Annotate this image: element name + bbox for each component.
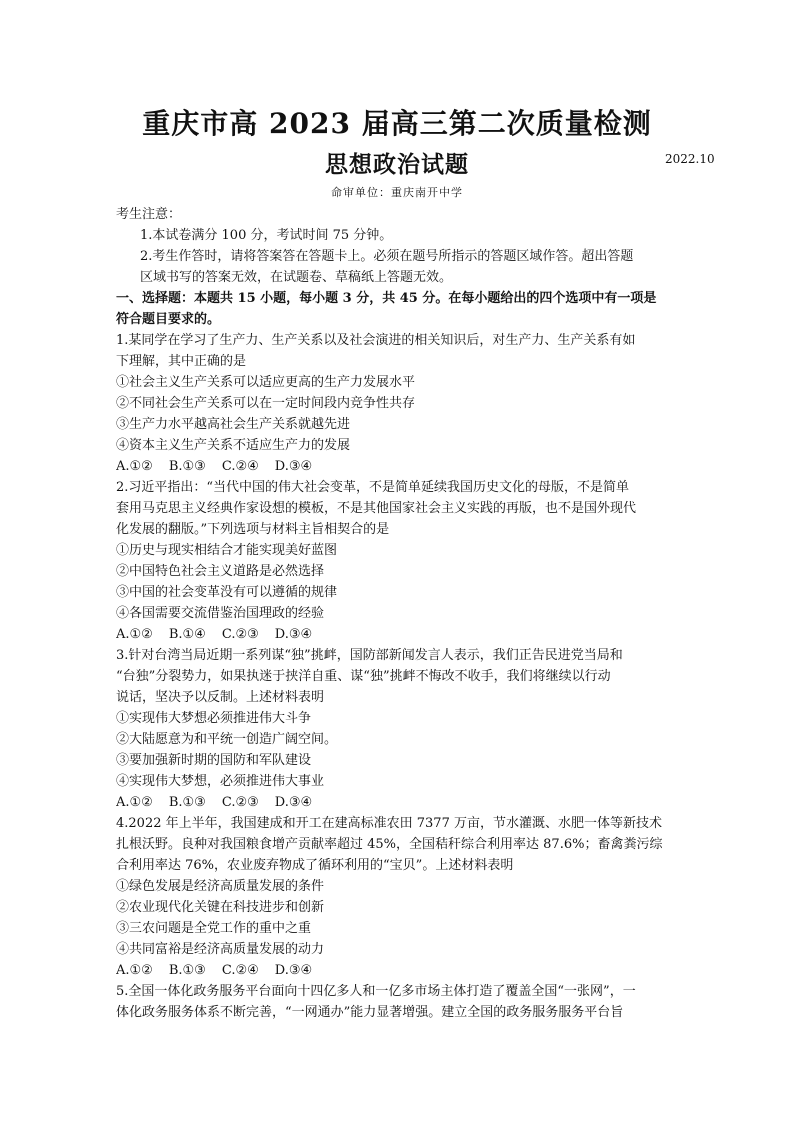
q4-choices [116, 960, 684, 981]
q1-option-1: ①社会主义生产关系可以适应更高的生产力发展水平 [116, 375, 416, 390]
q4-option-1: ①绿色发展是经济高质量发展的条件 [116, 879, 325, 894]
q3-choice-a: A.①② [116, 795, 153, 810]
q5-stem-line-2: 体化政务服务体系不断完善，“一网通办”能力显著增强。建立全国的政务服务服务平台旨 [116, 1005, 624, 1020]
q2-option-2: ②中国特色社会主义道路是必然选择 [116, 564, 325, 579]
q2-choice-c: C.②③ [221, 627, 259, 642]
q2-option-4: ④各国需要交流借鉴治国理政的经验 [116, 606, 325, 621]
q2-choice-b: B.①④ [168, 627, 206, 642]
q4-stem-line-1: 4.2022 年上半年，我国建成和开工在建高标准农田 7377 万亩，节水灌溉、水肥一体等新技术 [116, 816, 662, 831]
q2-stem-line-3: 化发展的翻版。”下列选项与材料主旨相契合的是 [116, 522, 390, 537]
q4-stem-line-2: 扎根沃野。良种对我国粮食增产贡献率超过 45%，全国秸秆综合利用率达 87.6%；畜禽粪污综 [116, 837, 663, 852]
q3-choice-d: D.③④ [274, 795, 313, 810]
q2-option-3: ③中国的社会变革没有可以遵循的规律 [116, 585, 338, 600]
q1-choice-d: D.③④ [274, 459, 313, 474]
q1-stem-line-2: 下理解，其中正确的是 [116, 354, 247, 369]
q2-choice-a: A.①② [116, 627, 153, 642]
q2-option-1: ①历史与现实相结合才能实现美好蓝图 [116, 543, 338, 558]
q3-choices [116, 792, 684, 813]
q3-stem-line-1: 3.针对台湾当局近期一系列谋“独”挑衅，国防部新闻发言人表示，我们正告民进党当局和 [116, 648, 623, 663]
q2-stem-line-2: 套用马克思主义经典作家设想的模板，不是其他国家社会主义实践的再版，也不是国外现代 [116, 501, 637, 516]
q2-stem-line-1: 2.习近平指出：“当代中国的伟大社会变革，不是简单延续我国历史文化的母版，不是简单 [116, 480, 630, 495]
exam-body [116, 204, 684, 1023]
q4-stem-line-3: 合利用率达 76%，农业废弃物成了循环利用的“宝贝”。上述材料表明 [116, 858, 514, 873]
page-title: 重庆市高 2023 届高三第二次质量检测 [142, 107, 652, 140]
q2-choices [116, 624, 684, 645]
q1-choice-b: B.①③ [168, 459, 206, 474]
notice-item-2-line-1: 2.考生作答时，请将答案答在答题卡上。必须在题号所指示的答题区域作答。超出答题 [140, 249, 634, 264]
q3-option-2: ②大陆愿意为和平统一创造广阔空间。 [116, 732, 338, 747]
q4-choice-d: D.③④ [274, 963, 313, 978]
q2-choice-d: D.③④ [274, 627, 313, 642]
q1-option-4: ④资本主义生产关系不适应生产力的发展 [116, 438, 351, 453]
notice-item-2-line-2: 区域书写的答案无效，在试题卷、草稿纸上答题无效。 [140, 270, 453, 285]
q1-option-3: ③生产力水平越高社会生产关系就越先进 [116, 417, 351, 432]
notice-heading: 考生注意： [116, 207, 182, 222]
q3-choice-b: B.①③ [168, 795, 206, 810]
q3-stem-line-2: “台独”分裂势力，如果执迷于挟洋自重、谋“独”挑衅不悔改不收手，我们将继续以行动 [116, 669, 611, 684]
q4-option-4: ④共同富裕是经济高质量发展的动力 [116, 942, 325, 957]
authoring-unit: 命审单位：重庆南开中学 [331, 186, 463, 199]
exam-date: 2022.10 [665, 152, 715, 166]
q4-option-3: ③三农问题是全党工作的重中之重 [116, 921, 312, 936]
section-heading-line-1: 一、选择题：本题共 15 小题，每小题 3 分，共 45 分。在每小题给出的四个选项中有一项是 [116, 291, 657, 306]
q1-option-2: ②不同社会生产关系可以在一定时间段内竞争性共存 [116, 396, 416, 411]
q4-option-2: ②农业现代化关键在科技进步和创新 [116, 900, 325, 915]
page-subtitle: 思想政治试题 [325, 151, 469, 178]
q3-choice-c: C.②③ [221, 795, 259, 810]
q5-stem-line-1: 5.全国一体化政务服务平台面向十四亿多人和一亿多市场主体打造了覆盖全国“一张网”，一 [116, 984, 636, 999]
q3-option-1: ①实现伟大梦想必须推进伟大斗争 [116, 711, 312, 726]
q1-choices [116, 456, 684, 477]
q4-choice-c: C.②④ [221, 963, 259, 978]
q3-stem-line-3: 说话，坚决予以反制。上述材料表明 [116, 690, 325, 705]
notice-item-1: 1.本试卷满分 100 分，考试时间 75 分钟。 [140, 228, 393, 243]
q1-stem-line-1: 1.某同学在学习了生产力、生产关系以及社会演进的相关知识后，对生产力、生产关系有如 [116, 333, 636, 348]
q4-choice-b: B.①③ [168, 963, 206, 978]
q1-choice-a: A.①② [116, 459, 153, 474]
q3-option-4: ④实现伟大梦想，必须推进伟大事业 [116, 774, 325, 789]
q3-option-3: ③要加强新时期的国防和军队建设 [116, 753, 312, 768]
q4-choice-a: A.①② [116, 963, 153, 978]
q1-choice-c: C.②④ [221, 459, 259, 474]
section-heading-line-2: 符合题目要求的。 [116, 312, 221, 327]
